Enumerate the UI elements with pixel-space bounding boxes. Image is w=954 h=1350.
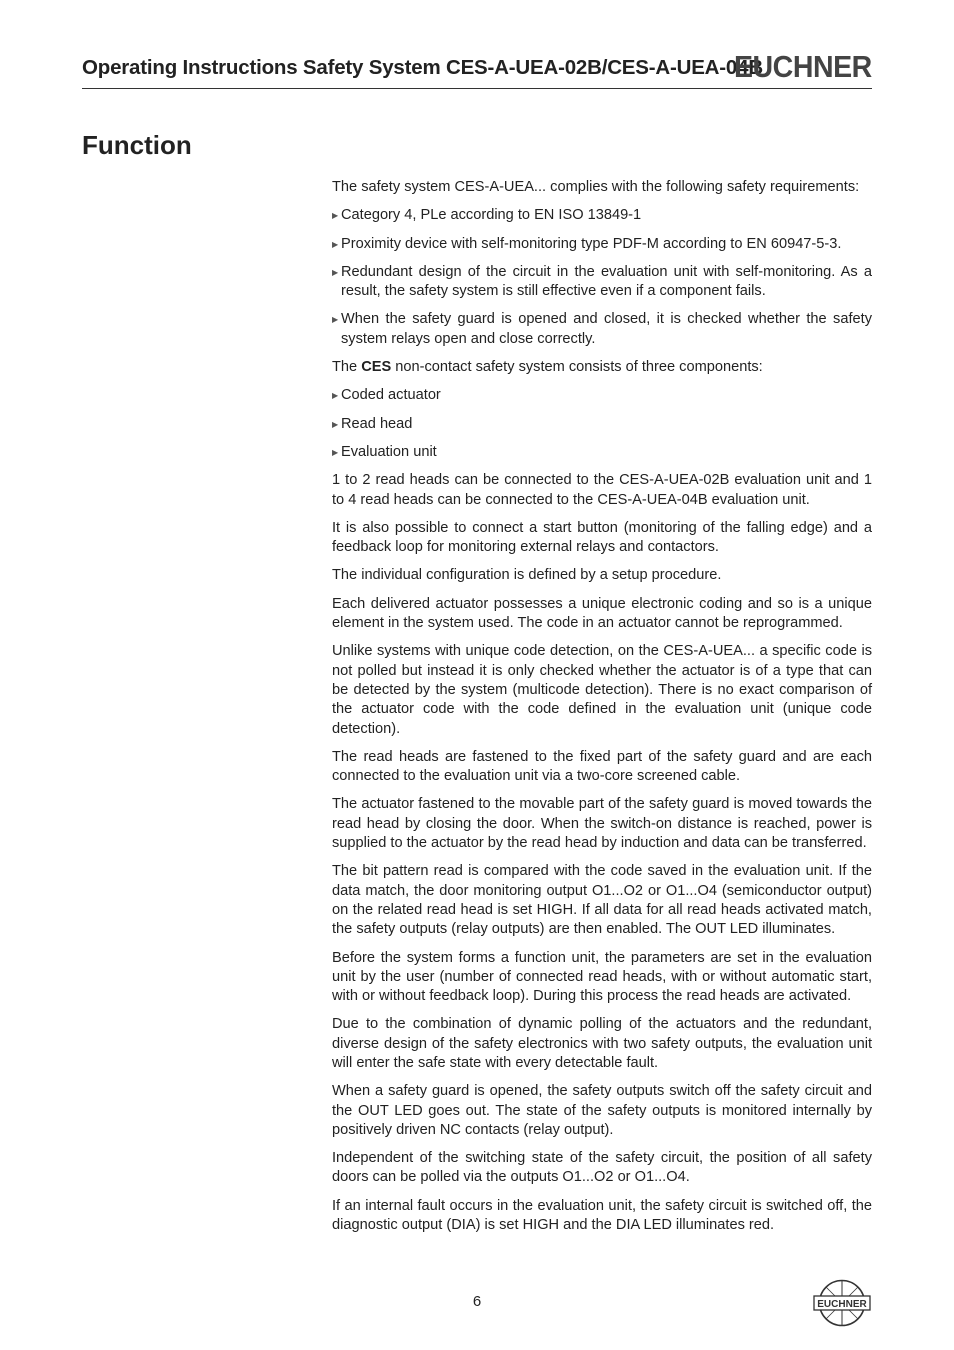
- triangle-right-icon: ▶: [332, 419, 339, 429]
- component-text: Read head: [341, 415, 413, 432]
- footer-logo-text: EUCHNER: [817, 1299, 867, 1310]
- triangle-right-icon: ▶: [332, 267, 339, 277]
- body-paragraph: Unlike systems with unique code detection, on the CES-A-UEA... a specific code is not polled but instead it is only checked whether the actuator is of a type that can be detected by the system (multicode detection). There is no exact comparison of the actuator code with the code defined in the evaluation unit (unique code detection).: [332, 643, 872, 737]
- component-item: [332, 415, 872, 434]
- component-text: Evaluation unit: [341, 443, 437, 460]
- triangle-right-icon: ▶: [332, 239, 339, 249]
- document-title: Operating Instructions Safety System CES-A-UEA-02B/CES-A-UEA-04B: [82, 56, 763, 79]
- body-paragraph: When a safety guard is opened, the safety outputs switch off the safety circuit and the OUT LED goes out. The state of the safety outputs is monitored internally by positively driven NC contacts (relay output).: [332, 1083, 872, 1138]
- body-paragraph: The bit pattern read is compared with the code saved in the evaluation unit. If the data match, the door monitoring output O1...O2 or O1...O4 (semiconductor output) on the related read head is set HIGH. If all data for all read heads activated match, the safety outputs (relay outputs) are then enabled. The OUT LED illuminates.: [332, 863, 872, 938]
- requirement-text: Redundant design of the circuit in the evaluation unit with self-monitoring. As a result, the safety system is still effective even if a component fails.: [341, 263, 872, 300]
- ces-bold: CES: [361, 359, 392, 376]
- content-column: [332, 178, 872, 1244]
- components-intro-prefix: The: [332, 359, 362, 376]
- triangle-right-icon: ▶: [332, 315, 339, 325]
- body-paragraph: If an internal fault occurs in the evaluation unit, the safety circuit is switched off, the diagnostic output (DIA) is set HIGH and the DIA LED illuminates red.: [332, 1197, 872, 1234]
- euchner-seal-logo: [813, 1279, 871, 1327]
- body-paragraph: The actuator fastened to the movable part of the safety guard is moved towards the read head by closing the door. When the switch-on distance is reached, power is supplied to the actuator by the read head by induction and data can be transferred.: [332, 796, 872, 852]
- page-header: [82, 49, 872, 89]
- body-paragraph: It is also possible to connect a start button (monitoring of the falling edge) and a feedback loop for monitoring external relays and contactors.: [332, 519, 872, 556]
- body-paragraph: The individual configuration is defined by a setup procedure.: [332, 567, 722, 584]
- component-text: Coded actuator: [341, 387, 441, 404]
- component-item: [332, 386, 872, 405]
- requirement-item: [332, 263, 872, 302]
- body-paragraph: Each delivered actuator possesses a unique electronic coding and so is a unique element in the system used. The code in an actuator cannot be reprogrammed.: [332, 595, 872, 632]
- body-paragraph: Due to the combination of dynamic polling of the actuators and the redundant, diverse design of the safety electronics with two safety outputs, the evaluation unit will enter the safe state with every detectable fault.: [332, 1016, 872, 1071]
- requirement-item: [332, 235, 872, 254]
- body-paragraph: Independent of the switching state of the safety circuit, the position of all safety doors can be polled via the outputs O1...O2 or O1...O4.: [332, 1150, 872, 1186]
- triangle-right-icon: ▶: [332, 391, 339, 401]
- component-item: [332, 443, 872, 462]
- intro-paragraph: The safety system CES-A-UEA... complies with the following safety requirements:: [332, 179, 860, 195]
- components-intro-suffix: non-contact safety system consists of three components:: [391, 359, 763, 376]
- requirement-text: Category 4, PLe according to EN ISO 13849-1: [341, 207, 642, 224]
- components-intro: [332, 358, 872, 377]
- requirement-text: When the safety guard is opened and closed, it is checked whether the safety system relays open and close correctly.: [341, 311, 872, 347]
- triangle-right-icon: ▶: [332, 211, 339, 221]
- page-number: 6: [472, 1293, 482, 1310]
- body-paragraph: The read heads are fastened to the fixed part of the safety guard and are each connected to the evaluation unit via a two-core screened cable.: [332, 748, 872, 785]
- euchner-logo: EUCHNER: [734, 49, 872, 84]
- body-paragraph: Before the system forms a function unit, the parameters are set in the evaluation unit by the user (number of connected read heads, with or without automatic start, with or without feedback loop). During this process the read heads are activated.: [332, 949, 872, 1005]
- body-paragraph: 1 to 2 read heads can be connected to the CES-A-UEA-02B evaluation unit and 1 to 4 read heads can be connected to the CES-A-UEA-04B evaluation unit.: [332, 472, 872, 508]
- requirement-item: [332, 310, 872, 349]
- triangle-right-icon: ▶: [332, 447, 339, 457]
- section-title: Function: [82, 130, 192, 160]
- requirement-item: [332, 206, 872, 225]
- requirement-text: Proximity device with self-monitoring type PDF-M according to EN 60947-5-3.: [341, 235, 842, 252]
